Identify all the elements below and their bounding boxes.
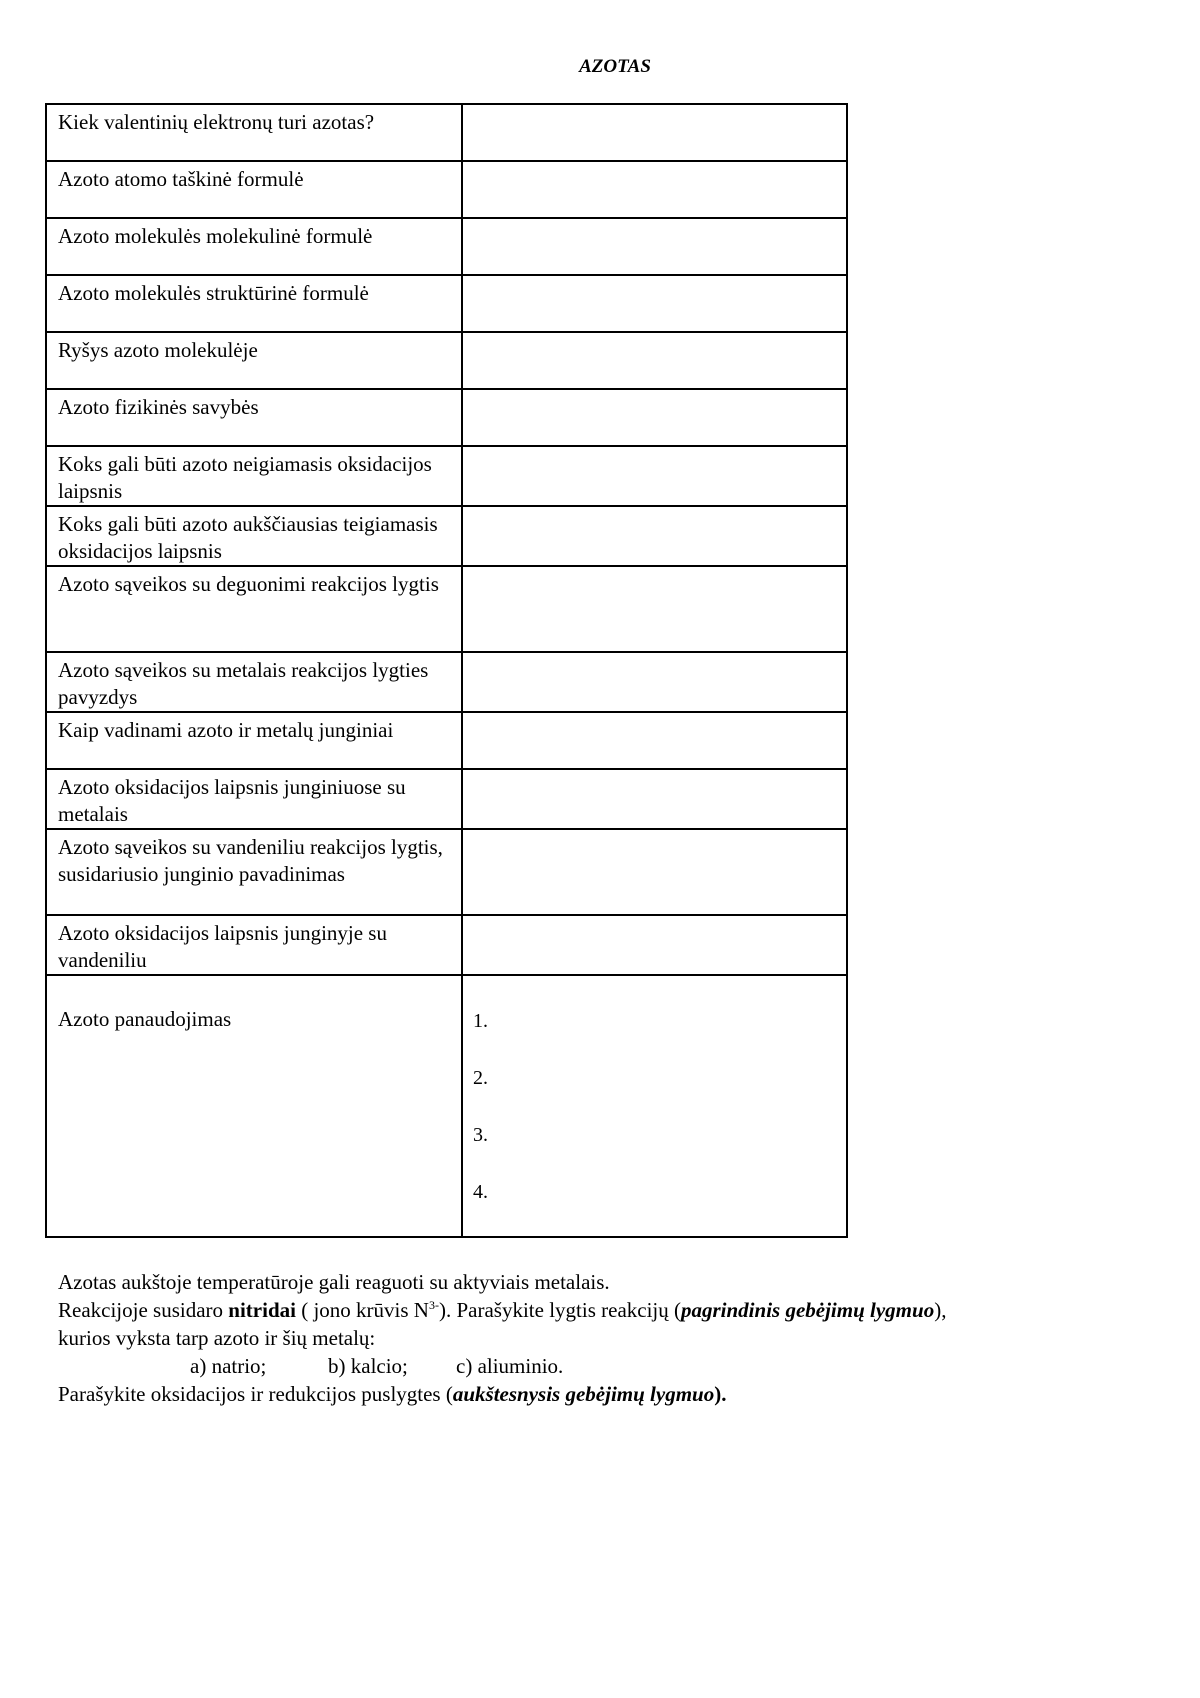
option-b: b) kalcio; [328,1354,408,1378]
task-line: Reakcijoje susidaro nitridai ( jono krūvis $N^{3-}$). Parašykite lygtis reakcijų (pagrindinis gebėjimų lygmuo), [58,1298,947,1322]
page-title: AZOTAS [579,56,651,77]
task-line: kurios vyksta tarp azoto ir šių metalų: [58,1326,376,1350]
level-advanced: aukštesnysis gebėjimų lygmuo [452,1382,715,1406]
table-row [46,275,847,332]
question-cell: Azoto oksidacijos laipsnis junginiuose su metalais [46,769,462,829]
answer-cell[interactable] [462,566,847,652]
question-cell: Kaip vadinami azoto ir metalų junginiai [46,712,462,769]
table-row [46,332,847,389]
ion-charge: 3- [428,1298,439,1312]
answer-cell[interactable] [462,389,847,446]
answer-cell[interactable] [462,915,847,975]
table-row [46,446,847,506]
table-row [46,218,847,275]
question-cell: Azoto atomo taškinė formulė [46,161,462,218]
table-row [46,975,847,1237]
question-cell: Azoto sąveikos su deguonimi reakcijos lygtis [46,566,462,652]
question-cell: Koks gali būti azoto neigiamasis oksidacijos laipsnis [46,446,462,506]
answer-cell[interactable] [462,829,847,915]
table-row [46,566,847,652]
answer-cell[interactable] [462,161,847,218]
table-row [46,389,847,446]
table-row [46,652,847,712]
table-row [46,712,847,769]
answer-cell[interactable] [462,769,847,829]
answer-cell[interactable] [462,275,847,332]
question-cell: Kiek valentinių elektronų turi azotas? [46,104,462,161]
task-line: Azotas aukštoje temperatūroje gali reaguoti su aktyviais metalais. [58,1270,610,1294]
question-cell: Koks gali būti azoto aukščiausias teigiamasis oksidacijos laipsnis [46,506,462,566]
list-item: 4. [473,1181,488,1203]
level-basic: pagrindinis gebėjimų lygmuo [681,1298,935,1322]
question-cell: Azoto oksidacijos laipsnis junginyje su vandeniliu [46,915,462,975]
table-row [46,161,847,218]
worksheet-table [45,103,848,1238]
task-text [58,1268,1178,1408]
question-cell: Azoto panaudojimas [46,975,462,1237]
answer-cell[interactable] [462,332,847,389]
answer-cell[interactable] [462,218,847,275]
question-cell: Ryšys azoto molekulėje [46,332,462,389]
table-row [46,769,847,829]
answer-cell[interactable] [462,652,847,712]
question-cell: Azoto molekulės molekulinė formulė [46,218,462,275]
task-line: Parašykite oksidacijos ir redukcijos puslygtes (aukštesnysis gebėjimų lygmuo). [58,1382,727,1406]
question-cell: Azoto fizikinės savybės [46,389,462,446]
answer-cell[interactable] [462,446,847,506]
option-a: a) natrio; [190,1354,267,1378]
answer-cell[interactable] [462,975,847,1237]
list-item: 2. [473,1067,488,1089]
metal-options [58,1352,1178,1380]
uses-list [473,1008,838,1236]
option-c: c) aliuminio. [456,1354,564,1378]
table-row [46,915,847,975]
table-row [46,104,847,161]
question-cell: Azoto molekulės struktūrinė formulė [46,275,462,332]
list-item: 3. [473,1124,488,1146]
answer-cell[interactable] [462,104,847,161]
question-cell: Azoto sąveikos su vandeniliu reakcijos lygtis, susidariusio junginio pavadinimas [46,829,462,915]
answer-cell[interactable] [462,712,847,769]
table-row [46,506,847,566]
nitridai-term: nitridai [228,1298,296,1322]
table-row [46,829,847,915]
list-item: 1. [473,1010,488,1032]
answer-cell[interactable] [462,506,847,566]
question-cell: Azoto sąveikos su metalais reakcijos lygties pavyzdys [46,652,462,712]
